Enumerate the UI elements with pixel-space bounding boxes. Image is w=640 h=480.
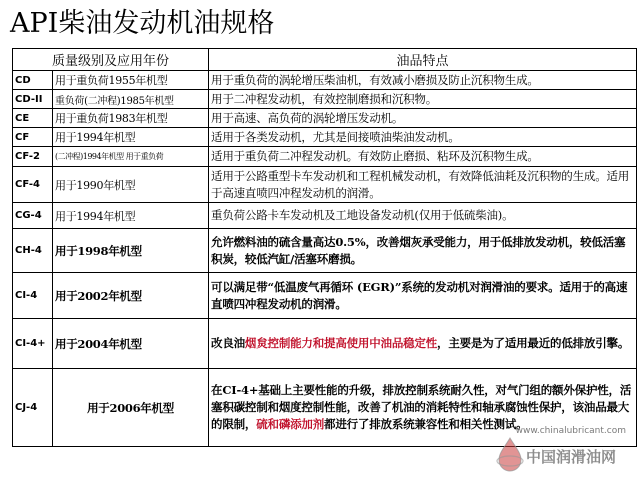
features-cell: 允许燃料油的硫含量高达0.5%，改善烟灰承受能力，用于低排放发动机，较低活塞积炭，较低汽缸/活塞环磨损。: [209, 229, 637, 273]
table-row: [13, 128, 637, 147]
features-highlight: 硫和磷添加剂: [256, 417, 325, 431]
grade-cell: CE: [13, 109, 53, 128]
features-cell: 适用于公路重型卡车发动机和工程机械发动机，有效降低油耗及沉积物的生成。适用于高速直喷四冲程发动机的润滑。: [209, 167, 637, 203]
grade-cell: CH-4: [13, 229, 53, 273]
watermark: [476, 426, 636, 476]
table-row: [13, 319, 637, 369]
table-row: [13, 147, 637, 167]
grade-cell: CF-4: [13, 167, 53, 203]
grade-cell: CJ-4: [13, 369, 53, 447]
year-cell: 重负荷(二冲程)1985年机型: [53, 90, 209, 109]
features-cell: 重负荷公路卡车发动机及工地设备发动机(仅用于低硫柴油)。: [209, 203, 637, 229]
features-highlight: 烟炱控制能力和提高使用中油品稳定性: [244, 336, 438, 350]
table-row: [13, 203, 637, 229]
header-features: 油品特点: [209, 49, 637, 71]
grade-cell: CF: [13, 128, 53, 147]
grade-cell: CD: [13, 71, 53, 90]
table-row: [13, 109, 637, 128]
page-title: API柴油发动机油规格: [10, 8, 275, 39]
header-grade-year: 质量级别及应用年份: [13, 49, 209, 71]
year-cell: 用于2006年机型: [53, 369, 209, 447]
features-cell: 用于重负荷的涡轮增压柴油机，有效减小磨损及防止沉积物生成。: [209, 71, 637, 90]
table-header-row: [13, 49, 637, 71]
table-row: [13, 71, 637, 90]
year-cell: 用于1998年机型: [53, 229, 209, 273]
year-cell: 用于1994年机型: [53, 203, 209, 229]
oil-drop-logo-icon: [490, 434, 530, 474]
features-text: 在CI-4+基础上主要性能的升级，排放控制系统耐久性，对气门组的额外保护性，活塞积碳控制和烟度控制性能，改善了机油的消耗特性和轴承腐蚀性保护，该油品最大的限制，: [211, 383, 632, 431]
features-text: ，主要是为了适用最近的低排放引擎。: [437, 336, 630, 350]
features-text: 都进行了排放系统兼容性和相关性测试。: [324, 417, 528, 431]
table-row: [13, 273, 637, 319]
year-cell: (二冲程)1994年机型 用于重负荷: [53, 147, 209, 167]
grade-cell: CD-II: [13, 90, 53, 109]
grade-cell: CG-4: [13, 203, 53, 229]
table-row: [13, 90, 637, 109]
table-row: [13, 229, 637, 273]
spec-table: [12, 48, 637, 447]
features-cell: 可以满足带“低温废气再循环 (EGR)”系统的发动机对润滑油的要求。适用于的高速直喷四冲程发动机的润滑。: [209, 273, 637, 319]
grade-cell: CI-4: [13, 273, 53, 319]
year-cell: 用于重负荷1983年机型: [53, 109, 209, 128]
features-text: 改良油: [211, 336, 245, 350]
grade-cell: CF-2: [13, 147, 53, 167]
year-cell: 用于2004年机型: [53, 319, 209, 369]
features-cell: 适用于重负荷二冲程发动机。有效防止磨损、粘环及沉积物生成。: [209, 147, 637, 167]
features-cell: 用于高速、高负荷的涡轮增压发动机。: [209, 109, 637, 128]
table-row: [13, 167, 637, 203]
year-cell: 用于1990年机型: [53, 167, 209, 203]
year-cell: 用于2002年机型: [53, 273, 209, 319]
grade-cell: CI-4+: [13, 319, 53, 369]
features-cell: 用于二冲程发动机，有效控制磨损和沉积物。: [209, 90, 637, 109]
watermark-name: 中国润滑油网: [526, 448, 617, 466]
features-cell: 适用于各类发动机，尤其是间接喷油柴油发动机。: [209, 128, 637, 147]
year-cell: 用于重负荷1955年机型: [53, 71, 209, 90]
features-cell: [209, 319, 637, 369]
watermark-url: www.chinalubricant.com: [515, 426, 626, 436]
year-cell: 用于1994年机型: [53, 128, 209, 147]
